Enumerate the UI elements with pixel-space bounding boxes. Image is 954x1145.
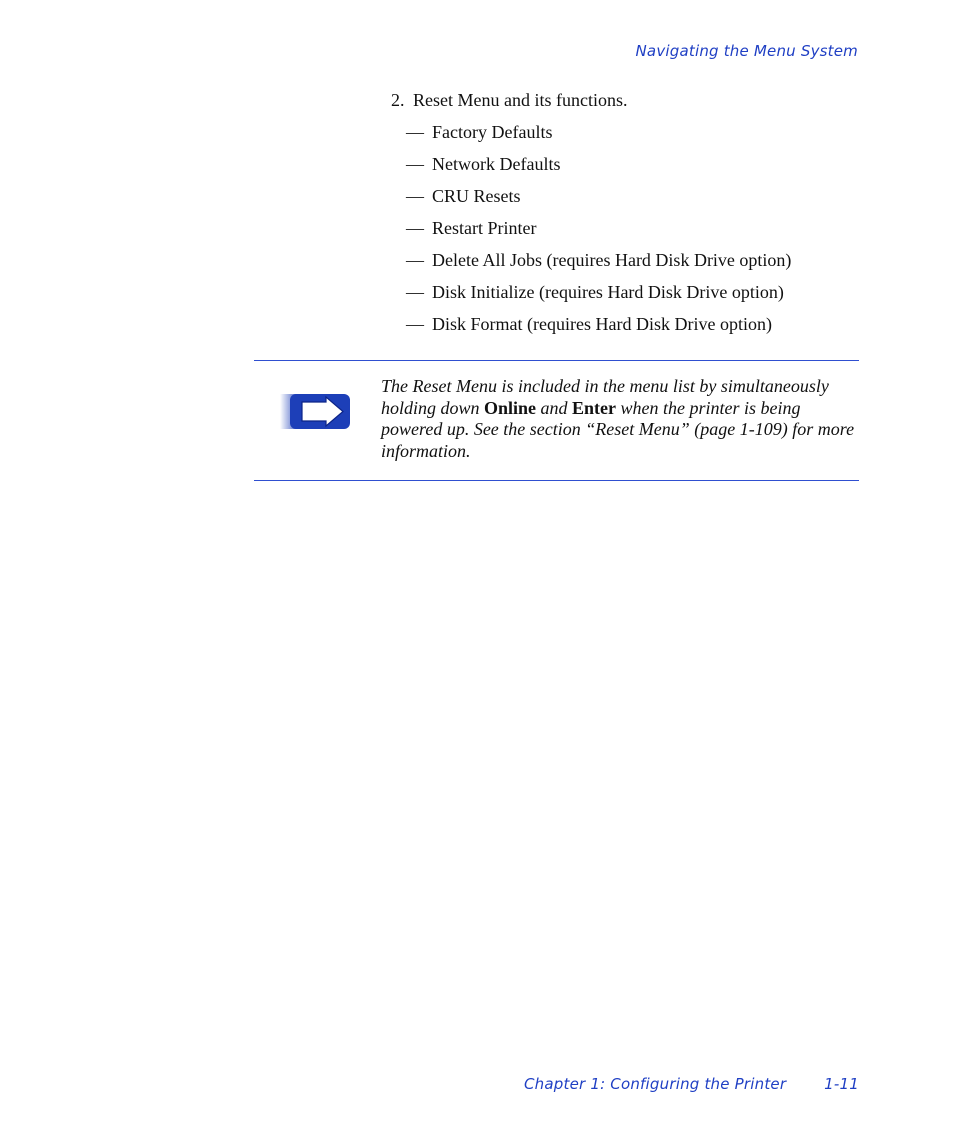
list-item <box>406 281 791 313</box>
function-label: Factory Defaults <box>432 122 553 142</box>
step-text: Reset Menu and its functions. <box>413 90 628 110</box>
list-item <box>406 313 791 345</box>
function-label: Delete All Jobs (requires Hard Disk Drive option) <box>432 250 792 270</box>
step-item <box>391 89 627 111</box>
online-key-label: Online <box>484 397 537 418</box>
step-number: 2. <box>391 90 405 110</box>
list-item <box>406 185 791 217</box>
em-dash: — <box>406 282 424 302</box>
function-label: Network Defaults <box>432 154 561 174</box>
em-dash: — <box>406 154 424 174</box>
function-label: CRU Resets <box>432 186 521 206</box>
note-top-rule <box>254 360 859 361</box>
em-dash: — <box>406 122 424 142</box>
running-footer <box>524 1075 859 1093</box>
chapter-title: Chapter 1: Configuring the Printer <box>524 1075 787 1093</box>
em-dash: — <box>406 314 424 334</box>
note-text-part: and <box>536 397 573 418</box>
enter-key-label: Enter <box>572 397 617 418</box>
em-dash: — <box>406 250 424 270</box>
em-dash: — <box>406 218 424 238</box>
note-text-part: when the printer is being powered up. See the section “Reset Menu” (page 1-109) for more information. <box>381 397 855 461</box>
function-label: Disk Format (requires Hard Disk Drive option) <box>432 314 772 334</box>
page-number: 1-11 <box>824 1075 859 1093</box>
list-item <box>406 153 791 185</box>
running-header: Navigating the Menu System <box>635 42 858 60</box>
note-arrow-icon <box>280 392 352 432</box>
reset-function-list <box>406 121 791 345</box>
list-item <box>406 121 791 153</box>
list-item <box>406 217 791 249</box>
note-text-part: The Reset Menu is included in the menu list by simultaneously holding down <box>381 376 829 418</box>
note-text <box>381 376 861 462</box>
list-item <box>406 249 791 281</box>
em-dash: — <box>406 186 424 206</box>
note-bottom-rule <box>254 480 859 481</box>
function-label: Disk Initialize (requires Hard Disk Drive option) <box>432 282 784 302</box>
function-label: Restart Printer <box>432 218 537 238</box>
